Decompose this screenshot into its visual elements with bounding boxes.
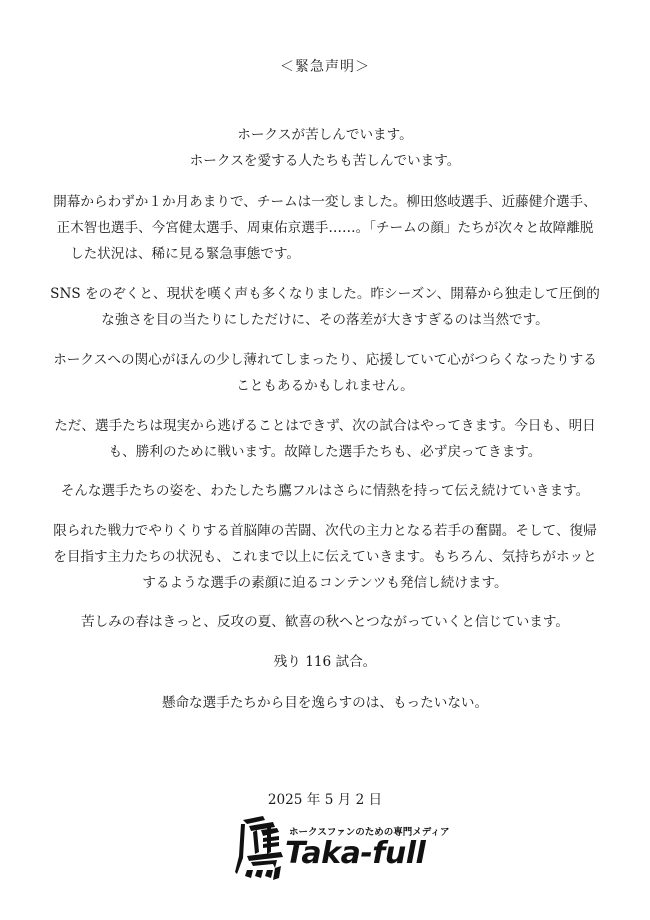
paragraph-8-line-1: 苦しみの春はきっと、反攻の夏、歓喜の秋へとつながっていくと信じています。	[80, 614, 569, 630]
paragraph-6-line-1: そんな選手たちの姿を、わたしたち鷹フルはさらに情熱を持って伝え続けていきます。	[60, 483, 590, 499]
paragraph-4-line-2: こともあるかもしれません。	[236, 378, 414, 394]
paragraph-2-line-3: した状況は、稀に見る緊急事態です。	[70, 246, 301, 262]
paragraph-7-line-1: 限られた戦力でやりくりする首脳陣の苦闘、次代の主力となる若手の奮闘。そして、復帰	[53, 523, 597, 539]
logo-wordmark: Taka-full	[285, 836, 426, 871]
paragraph-1-line-1: ホークスが苦しんでいます。	[237, 127, 413, 143]
paragraph-5-line-2: も、勝利のために戦います。故障した選手たちも、必ず戻ってきます。	[108, 444, 542, 460]
statement-date: 2025 年 5 月 2 日	[267, 792, 383, 808]
taka-calligraphy-icon	[233, 812, 285, 882]
paragraph-9-line-1: 残り 116 試合。	[273, 654, 377, 670]
paragraph-3-line-2: な強さを目の当たりにしただけに、その落差が大きすぎるのは当然です。	[101, 312, 549, 328]
logo-tagline: ホークスファンのための専門メディア	[289, 827, 450, 838]
paragraph-5-line-1: ただ、選手たちは現実から逃げることはできず、次の試合はやってきます。今日も、明日	[54, 418, 596, 434]
paragraph-2-line-2: 正木智也選手、今宮健太選手、周東佑京選手……。「チームの顔」たちが次々と故障離脱	[56, 220, 594, 236]
paragraph-10-line-1: 懸命な選手たちから目を逸らすのは、もったいない。	[161, 695, 489, 711]
paragraph-7-line-3: するような選手の素顔に迫るコンテンツも発信し続けます。	[142, 575, 508, 591]
paragraph-2-line-1: 開幕からわずか１か月あまりで、チームは一変しました。柳田悠岐選手、近藤健介選手、	[53, 194, 597, 210]
taka-full-logo	[233, 812, 450, 882]
paragraph-3-line-1: SNS をのぞくと、現状を嘆く声も多くなりました。昨シーズン、開幕から独走して圧倒的	[50, 286, 600, 302]
paragraph-1-line-2: ホークスを愛する人たちも苦しんでいます。	[189, 153, 461, 169]
paragraph-4-line-1: ホークスへの関心がほんの少し薄れてしまったり、応援していて心がつらくなったりする	[53, 352, 597, 368]
statement-heading: ＜緊急声明＞	[280, 59, 370, 75]
paragraph-7-line-2: を目指す主力たちの状況も、これまで以上に伝えていきます。もちろん、気持ちがホッと	[53, 549, 597, 565]
